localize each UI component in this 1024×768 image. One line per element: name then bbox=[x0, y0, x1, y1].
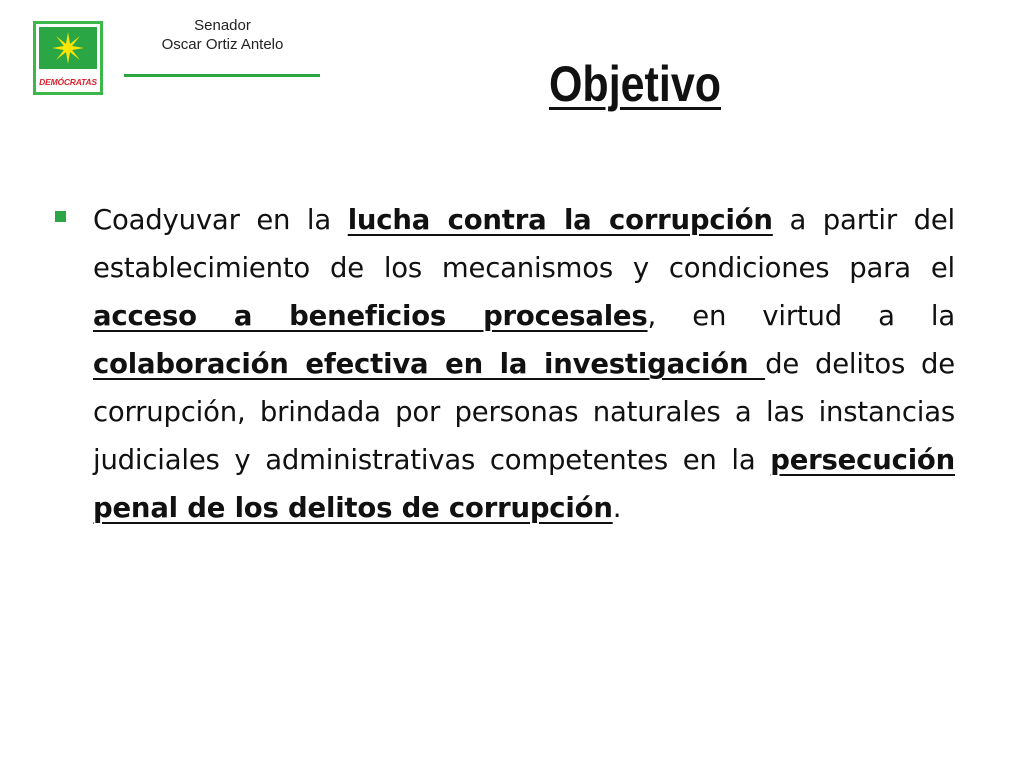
senator-title: Senador bbox=[194, 17, 251, 34]
text-segment: Coadyuvar en la bbox=[93, 204, 348, 236]
senator-block bbox=[120, 16, 325, 54]
objective-paragraph bbox=[93, 196, 955, 532]
text-segment: de delitos de corrupción, brindada por personas naturales a las instancias judiciales y administrativas competentes en la bbox=[93, 348, 955, 476]
emphasis-procedural-benefits: acceso a beneficios procesales bbox=[93, 300, 648, 332]
page-title bbox=[459, 52, 812, 116]
logo-text: DEMÓCRATAS bbox=[39, 77, 97, 87]
text-segment: a partir del establecimiento de los mecanismos y condiciones para el bbox=[93, 204, 955, 284]
text-segment: . bbox=[612, 492, 622, 524]
square-bullet-icon bbox=[55, 211, 66, 222]
emphasis-anticorruption: lucha contra la corrupción bbox=[347, 204, 773, 236]
emphasis-effective-collaboration: colaboración efectiva en la investigación bbox=[93, 348, 766, 380]
emphasis-criminal-prosecution: persecución penal de los delitos de corrupción bbox=[93, 444, 955, 524]
text-segment: , en virtud a la bbox=[647, 300, 956, 332]
senator-underline bbox=[124, 74, 320, 77]
bullet-item bbox=[55, 196, 955, 532]
sun-star-icon bbox=[39, 27, 97, 69]
democratas-logo bbox=[33, 21, 103, 95]
senator-name: Oscar Ortiz Antelo bbox=[161, 36, 284, 53]
page-title-text: Objetivo bbox=[548, 56, 722, 112]
logo-green-field bbox=[39, 27, 97, 69]
